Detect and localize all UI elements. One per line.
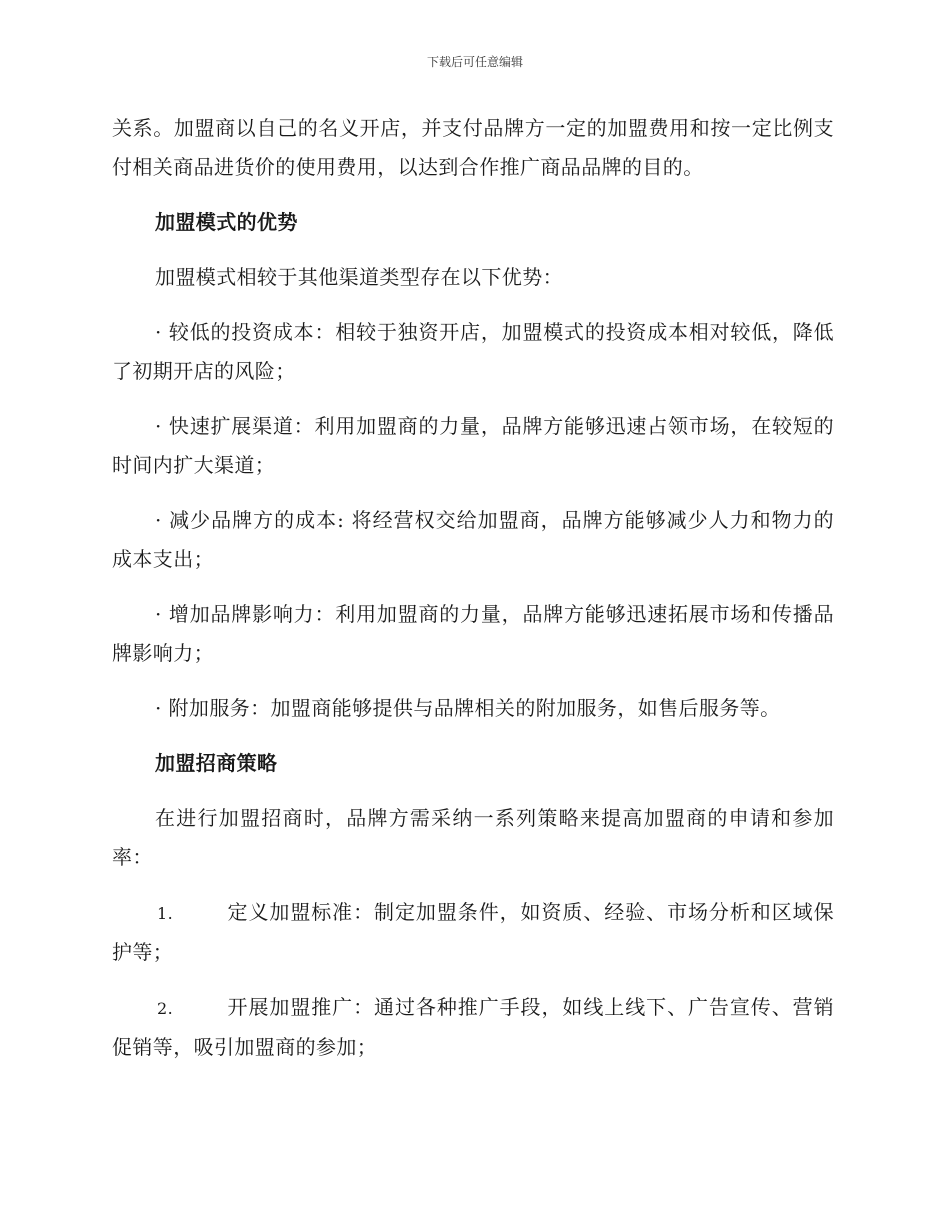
section-heading-advantages: 加盟模式的优势 [155, 210, 298, 234]
section-heading-strategy: 加盟招商策略 [155, 751, 278, 775]
strategy-intro-paragraph: 在进行加盟招商时，品牌方需采纳一系列策略来提高加盟商的申请和参加率： [112, 806, 834, 869]
list-number: 1. [157, 904, 174, 923]
page-header: 下载后可任意编辑 [426, 55, 523, 69]
numbered-item-2 [112, 988, 834, 1067]
list-number: 2. [157, 999, 174, 1018]
bullet-item-extra-service: · 附加服务：加盟商能够提供与品牌相关的附加服务，如售后服务等。 [155, 696, 781, 720]
bullet-item-reduce-cost: · 减少品牌方的成本: 将经营权交给加盟商，品牌方能够减少人力和物力的成本支出； [112, 508, 834, 571]
numbered-item-1 [112, 893, 834, 972]
bullet-item-low-cost: · 较低的投资成本：相较于独资开店，加盟模式的投资成本相对较低，降低了初期开店的风险； [112, 320, 834, 383]
advantages-intro-paragraph: 加盟模式相较于其他渠道类型存在以下优势： [155, 265, 563, 289]
bullet-item-fast-expansion: · 快速扩展渠道：利用加盟商的力量，品牌方能够迅速占领市场，在较短的时间内扩大渠道； [112, 414, 834, 477]
list-item-text: 定义加盟标准：制定加盟条件，如资质、经验、市场分析和区域保护等； [112, 900, 834, 964]
document-body [112, 109, 834, 1067]
intro-paragraph: 关系。加盟商以自己的名义开店，并支付品牌方一定的加盟费用和按一定比例支付相关商品进货价的使用费用，以达到合作推广商品品牌的目的。 [112, 116, 834, 179]
bullet-item-brand-influence: · 增加品牌影响力：利用加盟商的力量，品牌方能够迅速拓展市场和传播品牌影响力； [112, 602, 834, 665]
list-item-text: 开展加盟推广：通过各种推广手段，如线上线下、广告宣传、营销促销等，吸引加盟商的参加； [112, 995, 834, 1059]
